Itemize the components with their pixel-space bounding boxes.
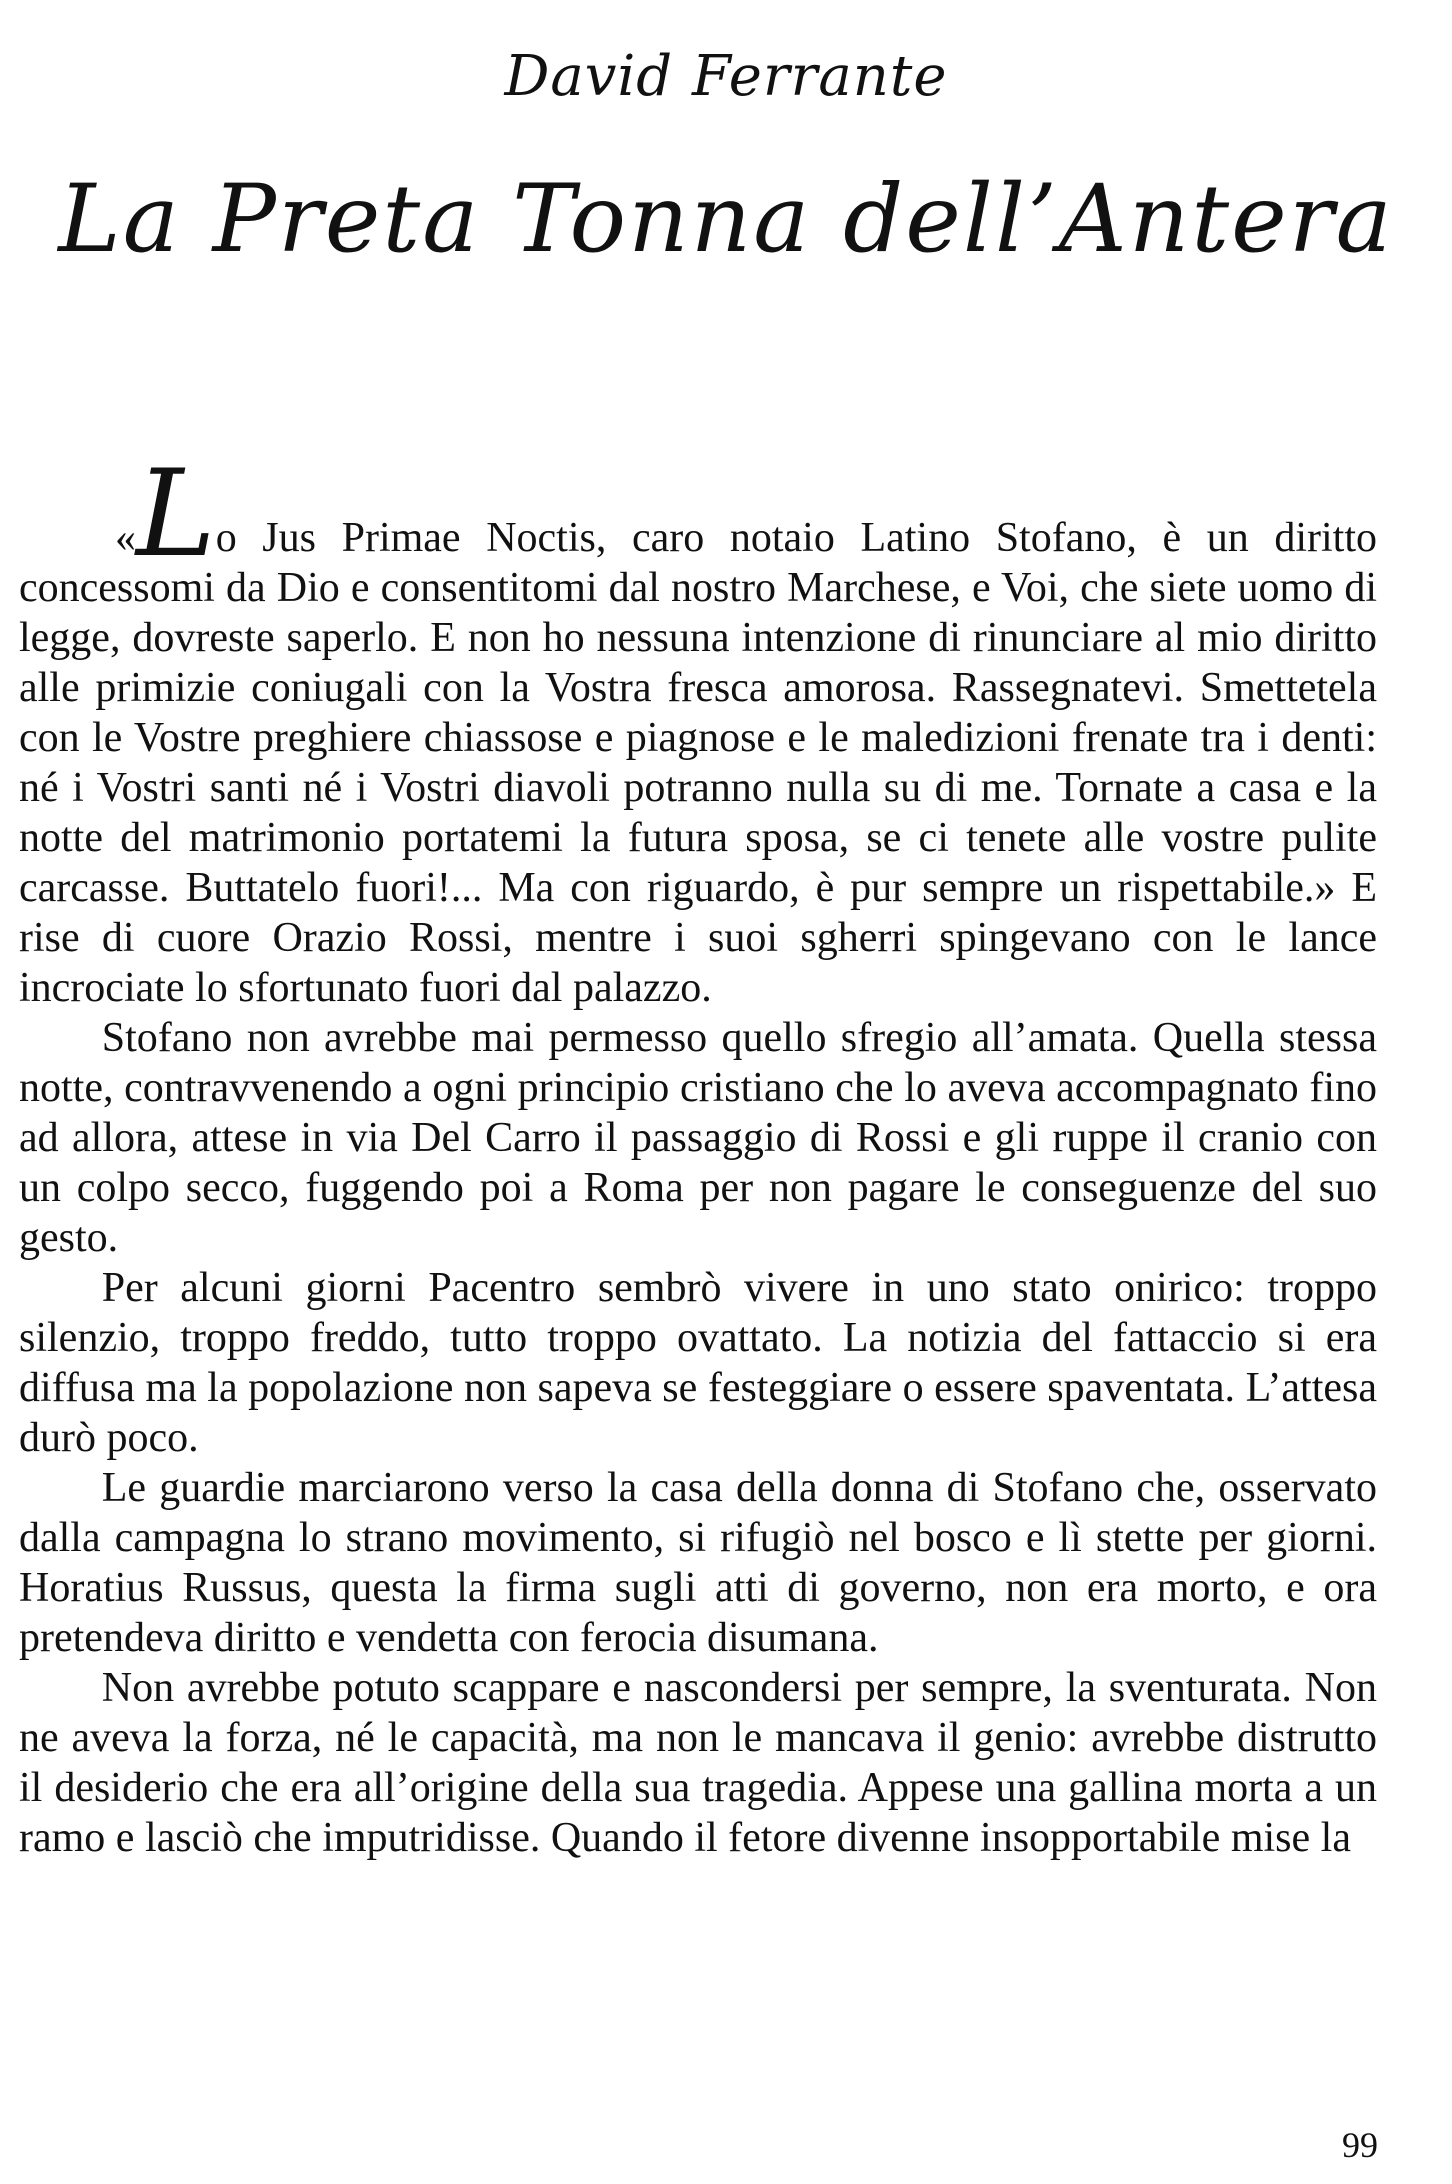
opening-quote-mark: « xyxy=(115,515,136,561)
paragraph-2: Stofano non avrebbe mai permesso quello sfregio all’amata. Quella stessa notte, contravvenendo a ogni principio cristiano che lo aveva accompagnato fino ad allora, attese in via Del Carro il passaggio di Rossi e gli ruppe il cranio con un colpo secco, fuggendo poi a Roma per non pagare le conseguenze del suo gesto. xyxy=(19,1015,1377,1261)
paragraph-5: Non avrebbe potuto scappare e nascondersi per sempre, la sventurata. Non ne aveva la forza, né le capacità, ma non le mancava il genio: avrebbe distrutto il desiderio che era all’origine della sua tragedia. Appese una gallina morta a un ramo e lasciò che imputridisse. Quando il fetore divenne insopportabile mise la xyxy=(19,1665,1377,1861)
paragraph-4: Le guardie marciarono verso la casa della donna di Stofano che, osservato dalla campagna lo strano movimento, si rifugiò nel bosco e lì stette per giorni. Horatius Russus, questa la firma sugli atti di governo, non era morto, e ora pretendeva diritto e vendetta con ferocia disumana. xyxy=(19,1465,1377,1661)
paragraph-1: «Lo Jus Primae Noctis, caro notaio Latino Stofano, è un diritto concessomi da Dio e consentitomi dal nostro Marchese, e Voi, che siete uomo di legge, dovreste saperlo. E non ho nessuna intenzione di rinunciare al mio diritto alle primizie coniugali con la Vostra fresca amorosa. Rassegnatevi. Smettetela con le Vostre preghiere chiassose e piagnose e le maledizioni frenate tra i denti: né i Vostri santi né i Vostri diavoli potranno nulla su di me. Tornate a casa e la notte del matrimonio portatemi la futura sposa, se ci tenete alle vostre pulite carcasse. Buttatelo fuori!... Ma con riguardo, è pur sempre un rispettabile.» E rise di cuore Orazio Rossi, mentre i suoi sgherri spingevano con le lance incrociate lo sfortunato fuori dal palazzo. xyxy=(19,445,1377,1011)
paragraph-1-text: o Jus Primae Noctis, caro notaio Latino Stofano, è un diritto concessomi da Dio e consentitomi dal nostro Marchese, e Voi, che siete uomo di legge, dovreste saperlo. E non ho nessuna intenzione di rinunciare al mio diritto alle primizie coniugali con la Vostra fresca amorosa. Rassegnatevi. Smettetela con le Vostre preghiere chiassose e piagnose e le maledizioni frenate tra i denti: né i Vostri santi né i Vostri diavoli potranno nulla su di me. Tornate a casa e la notte del matrimonio portatemi la futura sposa, se ci tenete alle vostre pulite carcasse. Buttatelo fuori!... Ma con riguardo, è pur sempre un rispettabile.» E rise di cuore Orazio Rossi, mentre i suoi sgherri spingevano con le lance incrociate lo sfortunato fuori dal palazzo. xyxy=(19,515,1377,1011)
chapter-title: La Preta Tonna dell’Antera xyxy=(58,165,1394,274)
author-name: David Ferrante xyxy=(504,44,948,109)
story-body xyxy=(19,445,1377,1863)
page-number: 99 xyxy=(1342,2125,1378,2165)
paragraph-3: Per alcuni giorni Pacentro sembrò vivere in uno stato onirico: troppo silenzio, troppo freddo, tutto troppo ovattato. La notizia del fattaccio si era diffusa ma la popolazione non sapeva se festeggiare o essere spaventata. L’attesa durò poco. xyxy=(19,1265,1377,1461)
